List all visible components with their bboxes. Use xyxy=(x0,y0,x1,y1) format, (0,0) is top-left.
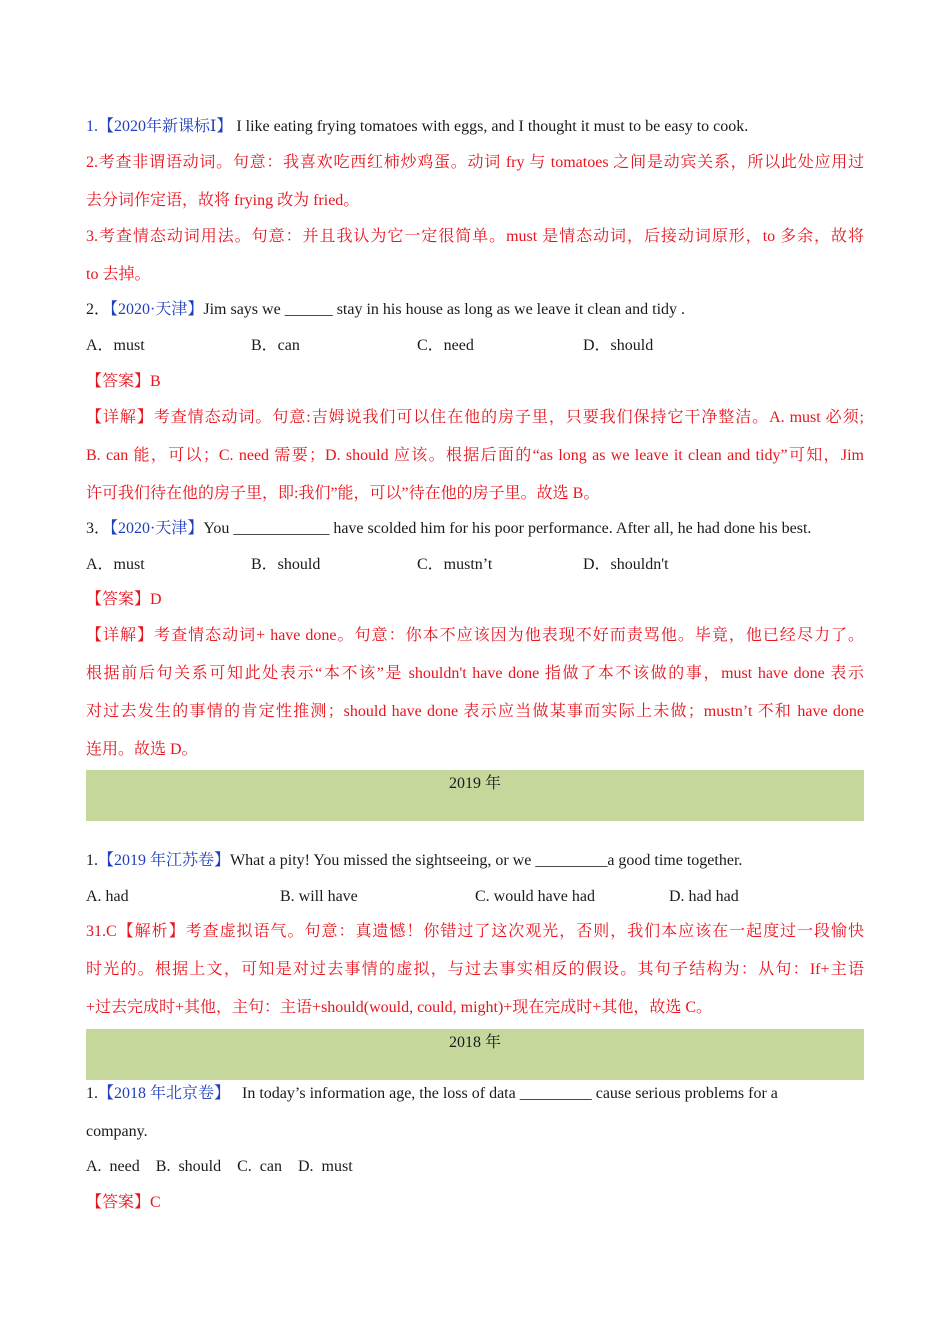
source-tag: 【2018 年北京卷】 xyxy=(98,1085,231,1102)
question-number: 1. xyxy=(86,852,98,869)
option-c: C. can xyxy=(237,1158,282,1175)
explanation-line: 2.考查非谓语动词。句意：我喜欢吃西红柿炒鸡蛋。动词 fry 与 tomatoes 之间是动宾关系，所以此处应用过 xyxy=(86,154,864,171)
option-c: C．mustn’t xyxy=(417,556,493,573)
question-2020-1 xyxy=(86,116,748,138)
year-section-2019 xyxy=(86,770,864,821)
question-2018-1 xyxy=(86,1083,778,1105)
year-section-2018 xyxy=(86,1029,864,1080)
question-text: What a pity! You missed the sightseeing, or we _________a good time together. xyxy=(230,852,743,869)
question-2020-2 xyxy=(86,299,685,321)
option-c: C. would have had xyxy=(475,888,595,905)
option-b: B. should xyxy=(155,1158,222,1175)
question-text-continued: company. xyxy=(86,1123,148,1140)
detail-line: 对过去发生的事情的肯定性推测；should have done 表示应当做某事而实际上未做；mustn’t 不和 have done xyxy=(86,703,864,720)
explanation-line: 去分词作定语，故将 frying 改为 fried。 xyxy=(86,192,360,209)
explanation-line: 时光的。根据上文，可知是对过去事情的虚拟，与过去事实相反的假设。其句子结构为：从句：If+主语 xyxy=(86,961,864,978)
option-a: A．must xyxy=(86,556,145,573)
question-number: 3． xyxy=(86,520,111,537)
source-tag: 【2020·天津】 xyxy=(110,520,204,537)
detail-line: 许可我们待在他的房子里，即:我们”能，可以”待在他的房子里。故选 B。 xyxy=(86,485,600,502)
options-row xyxy=(86,1156,353,1178)
question-text: I like eating frying tomatoes with eggs, and I thought it must to be easy to cook. xyxy=(232,118,749,135)
option-a: A. need xyxy=(86,1158,140,1175)
option-d: D. had had xyxy=(669,888,739,905)
detail-line: 【详解】考查情态动词+ have done。句意：你本不应该因为他表现不好而责骂他。毕竟，他已经尽力了。 xyxy=(86,627,864,644)
option-c: C．need xyxy=(417,337,474,354)
option-a: A．must xyxy=(86,337,145,354)
year-label: 2018 年 xyxy=(448,1034,501,1051)
question-2020-3 xyxy=(86,518,811,540)
source-tag: 【2019 年江苏卷】 xyxy=(98,852,231,869)
detail-line: 连用。故选 D。 xyxy=(86,741,198,758)
explanation-line: 3.考查情态动词用法。句意：并且我认为它一定很简单。must 是情态动词，后接动词原形，to 多余，故将 xyxy=(86,228,864,245)
question-number: 2． xyxy=(86,301,111,318)
option-b: B．can xyxy=(251,337,300,354)
answer-label: 【答案】C xyxy=(86,1194,161,1211)
source-tag: 【2020年新课标Ⅰ】 xyxy=(98,118,233,135)
question-2019-1 xyxy=(86,850,742,872)
question-number: 1. xyxy=(86,1085,98,1102)
question-text: You ____________ have scolded him for his poor performance. After all, he had done his best. xyxy=(203,520,812,537)
explanation-line: to 去掉。 xyxy=(86,266,151,283)
explanation-line: +过去完成时+其他，主句：主语+should(would, could, might)+现在完成时+其他，故选 C。 xyxy=(86,999,713,1016)
question-text: In today’s information age, the loss of data _________ cause serious problems for a xyxy=(230,1085,778,1102)
source-tag: 【2020·天津】 xyxy=(110,301,204,318)
year-label: 2019 年 xyxy=(448,775,501,792)
answer-label: 【答案】B xyxy=(86,373,161,390)
detail-line: 根据前后句关系可知此处表示“本不该”是 shouldn't have done 指做了本不该做的事，must have done 表示 xyxy=(86,665,864,682)
question-text: Jim says we ______ stay in his house as long as we leave it clean and tidy . xyxy=(203,301,686,318)
detail-line: 【详解】考查情态动词。句意:吉姆说我们可以住在他的房子里，只要我们保持它干净整洁。A. must 必须; xyxy=(86,409,864,426)
option-a: A. had xyxy=(86,888,129,905)
option-b: B．should xyxy=(251,556,321,573)
question-number: 1. xyxy=(86,118,98,135)
explanation-line: 31.C【解析】考查虚拟语气。句意：真遗憾！你错过了这次观光，否则，我们本应该在一起度过一段愉快 xyxy=(86,923,864,940)
option-b: B. will have xyxy=(280,888,358,905)
option-d: D．should xyxy=(583,337,654,354)
answer-label: 【答案】D xyxy=(86,591,162,608)
option-d: D．shouldn't xyxy=(583,556,669,573)
detail-line: B. can 能，可以；C. need 需要；D. should 应该。根据后面的“as long as we leave it clean and tidy”可知，Jim xyxy=(86,447,864,464)
option-d: D. must xyxy=(297,1158,353,1175)
